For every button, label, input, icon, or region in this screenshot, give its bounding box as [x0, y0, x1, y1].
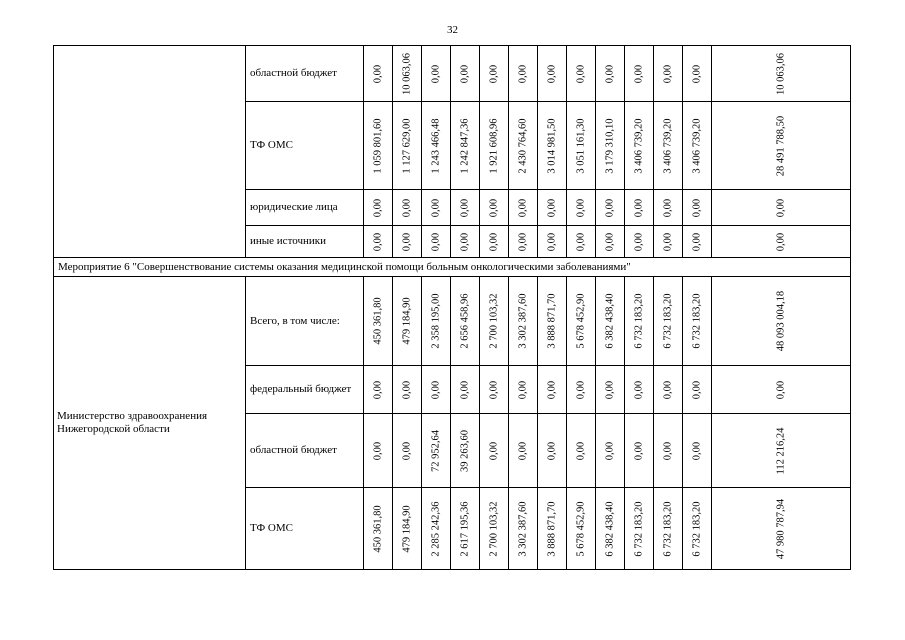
year-value-cell-text: 0,00: [459, 232, 471, 251]
year-value-cell: [393, 277, 422, 366]
year-value-cell-text: 3 302 387,60: [517, 500, 529, 557]
year-value-cell-text: 6 382 438,40: [604, 500, 616, 557]
year-value-cell: [480, 46, 509, 102]
event-row: [54, 258, 851, 277]
total-value-cell-text: 28 491 788,50: [775, 115, 787, 176]
year-value-cell: [538, 190, 567, 226]
year-value-cell: [422, 190, 451, 226]
year-value-cell-text: 0,00: [372, 380, 384, 399]
funding-source-cell-text: ТФ ОМС: [250, 139, 293, 151]
year-value-cell: [567, 414, 596, 488]
year-value-cell: [683, 414, 712, 488]
year-value-cell: [509, 226, 538, 258]
year-value-cell-text: 0,00: [691, 380, 703, 399]
year-value-cell: [625, 366, 654, 414]
year-value-cell-text: 0,00: [517, 232, 529, 251]
year-value-cell: [683, 226, 712, 258]
total-value-cell: [712, 102, 851, 190]
year-value-cell-text: 0,00: [662, 232, 674, 251]
year-value-cell-text: 3 406 739,20: [633, 117, 645, 174]
year-value-cell: [654, 102, 683, 190]
year-value-cell-text: 6 732 183,20: [662, 293, 674, 349]
year-value-cell-text: 6 382 438,40: [604, 293, 616, 349]
year-value-cell: [509, 488, 538, 570]
year-value-cell: [364, 226, 393, 258]
year-value-cell-text: 5 678 452,90: [575, 500, 587, 557]
year-value-cell-text: 0,00: [633, 232, 645, 251]
total-value-cell-text: 112 216,24: [775, 427, 787, 474]
year-value-cell-text: 479 184,90: [401, 504, 413, 553]
year-value-cell-text: 2 700 103,32: [488, 293, 500, 349]
year-value-cell: [393, 102, 422, 190]
total-value-cell-text: 0,00: [775, 232, 787, 251]
funding-source-cell: [246, 190, 364, 226]
year-value-cell-text: 2 358 195,00: [430, 293, 442, 349]
year-value-cell: [422, 277, 451, 366]
year-value-cell-text: 0,00: [459, 198, 471, 217]
year-value-cell: [393, 414, 422, 488]
total-value-cell: [712, 414, 851, 488]
year-value-cell: [625, 226, 654, 258]
year-value-cell: [538, 46, 567, 102]
year-value-cell: [509, 190, 538, 226]
year-value-cell-text: 2 617 195,36: [459, 500, 471, 557]
year-value-cell-text: 0,00: [691, 64, 703, 83]
year-value-cell: [480, 190, 509, 226]
year-value-cell-text: 0,00: [575, 64, 587, 83]
total-value-cell-text: 10 063,06: [775, 52, 787, 95]
funding-source-cell-text: областной бюджет: [250, 444, 337, 456]
year-value-cell: [538, 102, 567, 190]
year-value-cell: [596, 102, 625, 190]
year-value-cell: [567, 226, 596, 258]
year-value-cell: [567, 488, 596, 570]
year-value-cell-text: 1 127 629,00: [401, 117, 413, 174]
year-value-cell-text: 0,00: [546, 380, 558, 399]
total-value-cell: [712, 46, 851, 102]
year-value-cell-text: 10 063,06: [401, 52, 413, 95]
year-value-cell-text: 0,00: [430, 64, 442, 83]
year-value-cell: [364, 102, 393, 190]
table-row: [54, 46, 851, 102]
funding-source-cell-text: иные источники: [250, 235, 326, 247]
year-value-cell-text: 0,00: [430, 380, 442, 399]
year-value-cell: [393, 226, 422, 258]
year-value-cell-text: 0,00: [459, 380, 471, 399]
year-value-cell: [364, 190, 393, 226]
year-value-cell-text: 3 888 871,70: [546, 293, 558, 349]
year-value-cell: [364, 488, 393, 570]
responsible-cell: [54, 46, 246, 258]
year-value-cell: [364, 414, 393, 488]
year-value-cell: [480, 277, 509, 366]
year-value-cell-text: 0,00: [430, 232, 442, 251]
total-value-cell: [712, 488, 851, 570]
year-value-cell-text: 0,00: [488, 380, 500, 399]
year-value-cell: [654, 488, 683, 570]
year-value-cell-text: 0,00: [372, 64, 384, 83]
year-value-cell: [538, 226, 567, 258]
year-value-cell: [596, 277, 625, 366]
year-value-cell: [654, 46, 683, 102]
year-value-cell: [654, 226, 683, 258]
funding-source-cell: [246, 46, 364, 102]
year-value-cell-text: 3 302 387,60: [517, 293, 529, 349]
year-value-cell-text: 2 656 458,96: [459, 293, 471, 349]
year-value-cell: [625, 46, 654, 102]
year-value-cell-text: 0,00: [517, 441, 529, 460]
year-value-cell: [393, 190, 422, 226]
year-value-cell: [422, 488, 451, 570]
year-value-cell: [480, 366, 509, 414]
year-value-cell: [509, 102, 538, 190]
year-value-cell: [422, 46, 451, 102]
year-value-cell-text: 0,00: [575, 232, 587, 251]
year-value-cell-text: 0,00: [488, 64, 500, 83]
year-value-cell-text: 0,00: [662, 198, 674, 217]
year-value-cell-text: 0,00: [633, 64, 645, 83]
year-value-cell: [567, 366, 596, 414]
year-value-cell-text: 0,00: [575, 198, 587, 217]
funding-source-cell: [246, 366, 364, 414]
year-value-cell: [451, 414, 480, 488]
year-value-cell: [451, 190, 480, 226]
responsible-cell: [54, 277, 246, 570]
year-value-cell: [480, 226, 509, 258]
year-value-cell: [393, 366, 422, 414]
year-value-cell: [683, 366, 712, 414]
year-value-cell-text: 0,00: [517, 380, 529, 399]
page-number: 32: [447, 24, 458, 36]
year-value-cell-text: 0,00: [401, 232, 413, 251]
year-value-cell-text: 0,00: [604, 64, 616, 83]
total-value-cell: [712, 226, 851, 258]
year-value-cell-text: 0,00: [604, 198, 616, 217]
year-value-cell-text: 6 732 183,20: [691, 500, 703, 557]
total-value-cell-text: 0,00: [775, 198, 787, 217]
year-value-cell: [654, 277, 683, 366]
table-row: [54, 277, 851, 366]
year-value-cell: [683, 277, 712, 366]
year-value-cell-text: 6 732 183,20: [662, 500, 674, 557]
year-value-cell: [683, 46, 712, 102]
year-value-cell: [364, 46, 393, 102]
year-value-cell: [538, 414, 567, 488]
funding-table: [53, 45, 851, 570]
year-value-cell-text: 0,00: [401, 198, 413, 217]
year-value-cell-text: 72 952,64: [430, 429, 442, 472]
year-value-cell-text: 0,00: [662, 64, 674, 83]
year-value-cell-text: 0,00: [691, 441, 703, 460]
year-value-cell-text: 0,00: [662, 441, 674, 460]
year-value-cell-text: 0,00: [401, 380, 413, 399]
year-value-cell: [538, 488, 567, 570]
year-value-cell: [422, 366, 451, 414]
year-value-cell: [596, 414, 625, 488]
total-value-cell-text: 47 980 787,94: [775, 498, 787, 559]
year-value-cell: [451, 366, 480, 414]
year-value-cell-text: 0,00: [488, 441, 500, 460]
year-value-cell-text: 5 678 452,90: [575, 293, 587, 349]
year-value-cell: [364, 366, 393, 414]
year-value-cell: [480, 488, 509, 570]
year-value-cell-text: 0,00: [691, 232, 703, 251]
year-value-cell-text: 0,00: [430, 198, 442, 217]
year-value-cell-text: 0,00: [604, 441, 616, 460]
year-value-cell-text: 0,00: [372, 232, 384, 251]
year-value-cell-text: 0,00: [575, 441, 587, 460]
year-value-cell: [567, 46, 596, 102]
year-value-cell: [596, 488, 625, 570]
year-value-cell-text: 1 059 801,60: [372, 117, 384, 174]
year-value-cell-text: 3 406 739,20: [662, 117, 674, 174]
year-value-cell-text: 0,00: [633, 198, 645, 217]
funding-source-cell-text: Всего, в том числе:: [250, 314, 340, 327]
year-value-cell: [625, 414, 654, 488]
year-value-cell: [393, 46, 422, 102]
year-value-cell-text: 2 285 242,36: [430, 500, 442, 557]
year-value-cell-text: 3 179 310,10: [604, 117, 616, 174]
year-value-cell: [683, 488, 712, 570]
year-value-cell-text: 6 732 183,20: [633, 500, 645, 557]
year-value-cell-text: 0,00: [517, 64, 529, 83]
event-title: Мероприятие 6 "Совершенствование системы оказания медицинской помощи больным онкологическими заболеваниями": [54, 258, 851, 277]
year-value-cell: [451, 46, 480, 102]
year-value-cell: [509, 46, 538, 102]
funding-source-cell: [246, 102, 364, 190]
year-value-cell-text: 479 184,90: [401, 297, 413, 345]
year-value-cell-text: 1 243 466,48: [430, 117, 442, 174]
year-value-cell-text: 0,00: [633, 380, 645, 399]
year-value-cell-text: 0,00: [546, 441, 558, 460]
year-value-cell: [596, 366, 625, 414]
year-value-cell: [422, 226, 451, 258]
year-value-cell: [364, 277, 393, 366]
year-value-cell: [422, 102, 451, 190]
year-value-cell: [654, 190, 683, 226]
year-value-cell-text: 3 406 739,20: [691, 117, 703, 174]
year-value-cell: [654, 414, 683, 488]
year-value-cell: [567, 102, 596, 190]
year-value-cell-text: 3 051 161,30: [575, 117, 587, 174]
year-value-cell-text: 450 361,80: [372, 297, 384, 345]
year-value-cell-text: 0,00: [488, 198, 500, 217]
year-value-cell: [451, 226, 480, 258]
funding-source-cell-text: юридические лица: [250, 201, 338, 213]
year-value-cell: [654, 366, 683, 414]
year-value-cell-text: 1 921 608,96: [488, 117, 500, 174]
total-value-cell: [712, 366, 851, 414]
funding-source-cell: [246, 414, 364, 488]
total-value-cell: [712, 277, 851, 366]
funding-source-cell: [246, 277, 364, 366]
year-value-cell: [567, 190, 596, 226]
year-value-cell-text: 2 430 764,60: [517, 117, 529, 174]
year-value-cell-text: 0,00: [604, 380, 616, 399]
responsible-text: Министерство здравоохранения Нижегородской области: [57, 410, 208, 435]
year-value-cell: [451, 277, 480, 366]
year-value-cell: [683, 190, 712, 226]
total-value-cell: [712, 190, 851, 226]
year-value-cell-text: 2 700 103,32: [488, 500, 500, 557]
year-value-cell: [683, 102, 712, 190]
year-value-cell: [538, 366, 567, 414]
year-value-cell: [625, 190, 654, 226]
year-value-cell: [393, 488, 422, 570]
year-value-cell: [480, 414, 509, 488]
year-value-cell-text: 0,00: [575, 380, 587, 399]
year-value-cell: [625, 102, 654, 190]
year-value-cell-text: 6 732 183,20: [691, 293, 703, 349]
year-value-cell: [625, 277, 654, 366]
year-value-cell-text: 1 242 847,36: [459, 117, 471, 174]
year-value-cell-text: 0,00: [604, 232, 616, 251]
year-value-cell-text: 0,00: [546, 198, 558, 217]
year-value-cell-text: 0,00: [372, 441, 384, 460]
year-value-cell: [625, 488, 654, 570]
total-value-cell-text: 48 093 004,18: [775, 290, 787, 352]
year-value-cell-text: 39 263,60: [459, 429, 471, 472]
year-value-cell: [596, 226, 625, 258]
year-value-cell: [509, 366, 538, 414]
year-value-cell: [509, 414, 538, 488]
year-value-cell: [538, 277, 567, 366]
year-value-cell-text: 0,00: [546, 232, 558, 251]
year-value-cell-text: 6 732 183,20: [633, 293, 645, 349]
year-value-cell-text: 3 014 981,50: [546, 117, 558, 174]
year-value-cell-text: 0,00: [662, 380, 674, 399]
year-value-cell: [451, 102, 480, 190]
year-value-cell-text: 450 361,80: [372, 504, 384, 553]
year-value-cell-text: 0,00: [546, 64, 558, 83]
year-value-cell: [422, 414, 451, 488]
year-value-cell: [480, 102, 509, 190]
funding-source-cell-text: областной бюджет: [250, 67, 337, 79]
total-value-cell-text: 0,00: [775, 380, 787, 399]
year-value-cell-text: 0,00: [372, 198, 384, 217]
year-value-cell-text: 0,00: [401, 441, 413, 460]
year-value-cell: [509, 277, 538, 366]
year-value-cell-text: 0,00: [691, 198, 703, 217]
year-value-cell: [596, 46, 625, 102]
year-value-cell-text: 0,00: [517, 198, 529, 217]
funding-source-cell: [246, 226, 364, 258]
year-value-cell-text: 0,00: [459, 64, 471, 83]
funding-source-cell-text: ТФ ОМС: [250, 522, 293, 534]
funding-source-cell: [246, 488, 364, 570]
year-value-cell: [596, 190, 625, 226]
year-value-cell: [567, 277, 596, 366]
funding-source-cell-text: федеральный бюджет: [250, 383, 352, 395]
year-value-cell-text: 0,00: [633, 441, 645, 460]
year-value-cell-text: 0,00: [488, 232, 500, 251]
year-value-cell-text: 3 888 871,70: [546, 500, 558, 557]
year-value-cell: [451, 488, 480, 570]
